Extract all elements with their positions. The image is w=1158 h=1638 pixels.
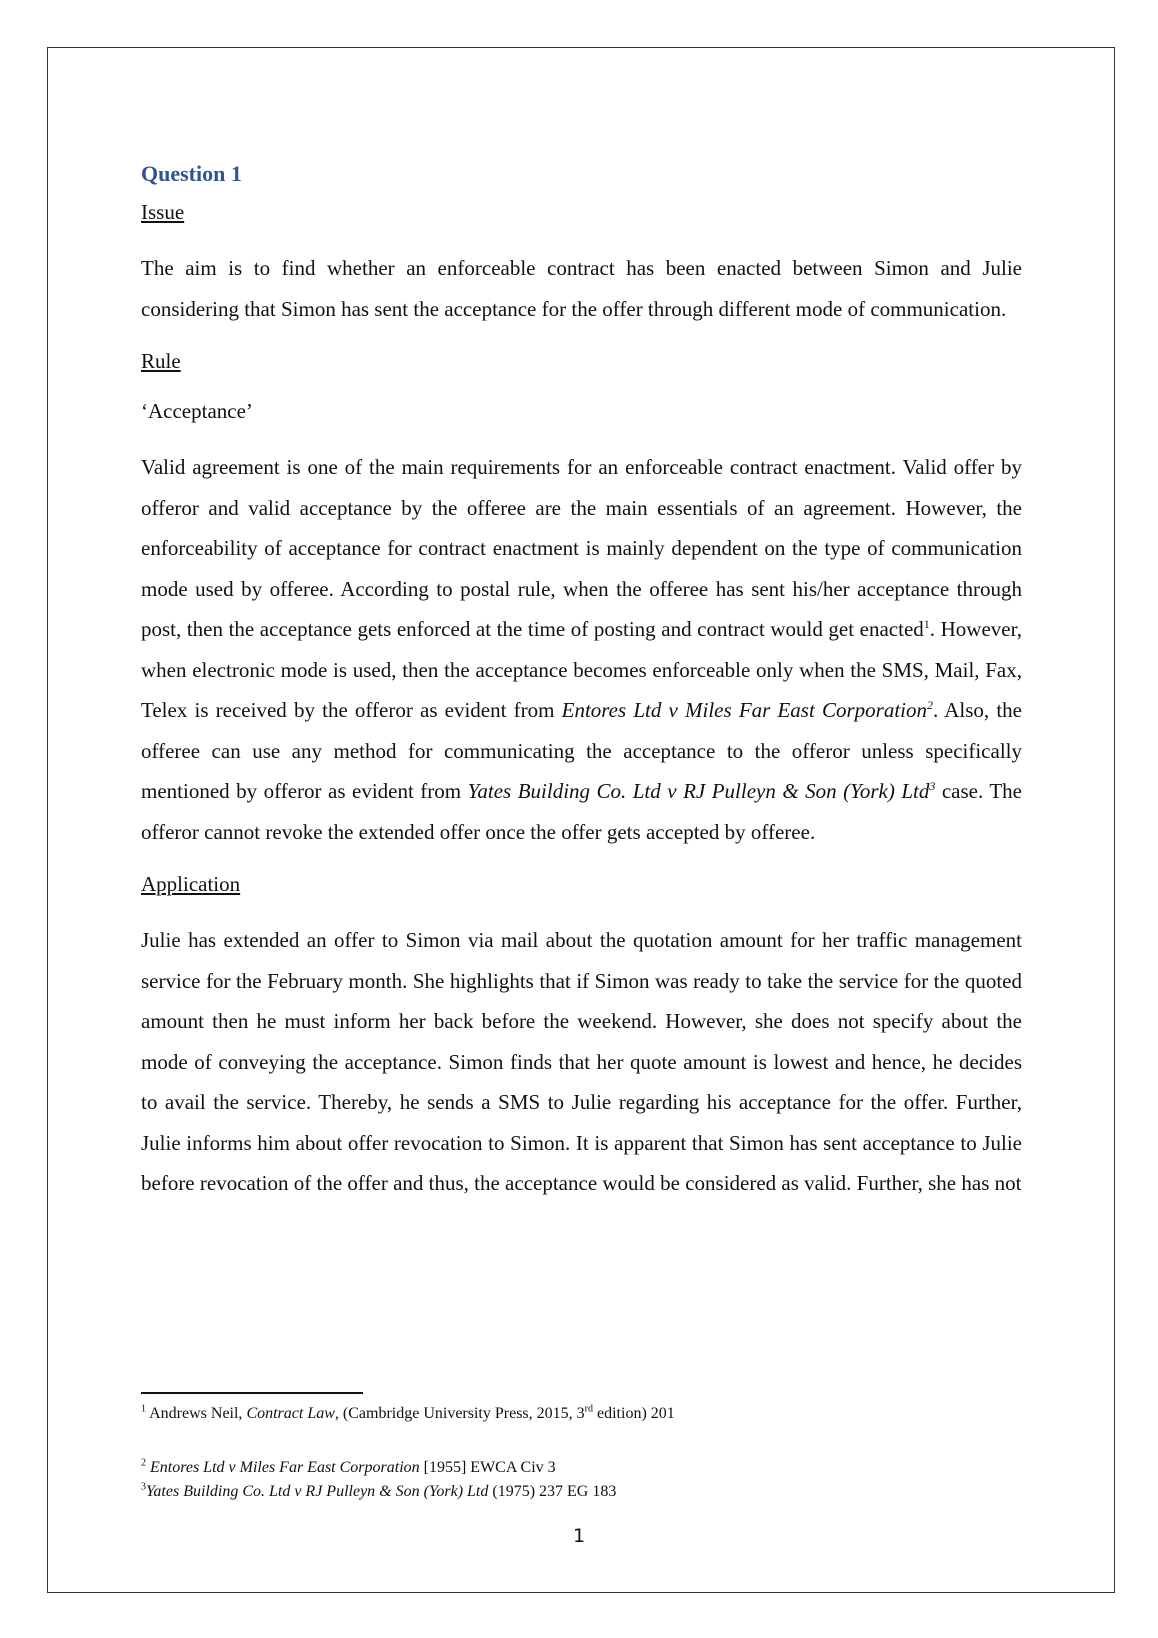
footnotes	[141, 1402, 1022, 1504]
footnote-2: $^2$ Entores Ltd v Miles Far East Corporation [1955] EWCA Civ 3	[141, 1457, 556, 1476]
footnote-ref-2[interactable]: 2	[927, 698, 933, 712]
rule-text-3: . Also, the offeree can use any method for communicating the acceptance to the offeror unless specifically mentioned by offeror as evident from	[141, 698, 1022, 803]
case-entores: Entores Ltd v Miles Far East Corporation	[561, 698, 927, 722]
rule-label: Rule	[141, 349, 181, 373]
footnote-separator	[141, 1392, 363, 1394]
issue-paragraph: The aim is to find whether an enforceable contract has been enacted between Simon and Julie considering that Simon has sent the acceptance for the offer through different mode of communication.	[141, 256, 1022, 321]
issue-label: Issue	[141, 200, 185, 224]
rule-text-1: Valid agreement is one of the main requirements for an enforceable contract enactment. Valid offer by offeror and valid acceptance by the offeree are the main essentials of an agreement. However, the enforceability of acceptance for contract enactment is mainly dependent on the type of communication mode used by offeree. According to postal rule, when the offeree has sent his/her acceptance through post, then the acceptance gets enforced at the time of posting and contract would get enacted	[141, 455, 1022, 641]
footnote-1: $^1$ Andrews Neil, Contract Law, (Cambridge University Press, 2015, 3rd edition) 201	[141, 1403, 675, 1422]
page-number: 1	[572, 1525, 586, 1547]
rule-text-2: . However, when electronic mode is used, then the acceptance becomes enforceable only when the SMS, Mail, Fax, Telex is received by the offeror as evident from	[141, 617, 1022, 722]
rule-paragraph	[141, 447, 1022, 852]
application-paragraph: Julie has extended an offer to Simon via mail about the quotation amount for her traffic management service for the February month. She highlights that if Simon was ready to take the service for the quoted amount then he must inform her back before the weekend. However, she does not specify about the mode of conveying the acceptance. Simon finds that her quote amount is lowest and hence, he decides to avail the service. Thereby, he sends a SMS to Julie regarding his acceptance for the offer. Further, Julie informs him about offer revocation to Simon. It is apparent that Simon has sent acceptance to Julie before revocation of the offer and thus, the acceptance would be considered as valid. Further, she has not	[141, 928, 1022, 1195]
document-body	[141, 160, 1022, 1218]
case-yates: Yates Building Co. Ltd v RJ Pulleyn & Son (York) Ltd	[467, 779, 930, 803]
footnote-ref-1[interactable]: 1	[923, 617, 930, 631]
rule-text-4: case. The offeror cannot revoke the extended offer once the offer gets accepted by offeree.	[141, 779, 1023, 844]
footnote-ref-3[interactable]: 3	[929, 779, 936, 793]
footnote-3: $^3$Yates Building Co. Ltd v RJ Pulleyn & Son (York) Ltd (1975) 237 EG 183	[141, 1481, 617, 1500]
acceptance-subheading: ‘Acceptance’	[141, 399, 253, 423]
question-heading: Question 1	[141, 161, 242, 186]
application-label: Application	[141, 872, 241, 896]
